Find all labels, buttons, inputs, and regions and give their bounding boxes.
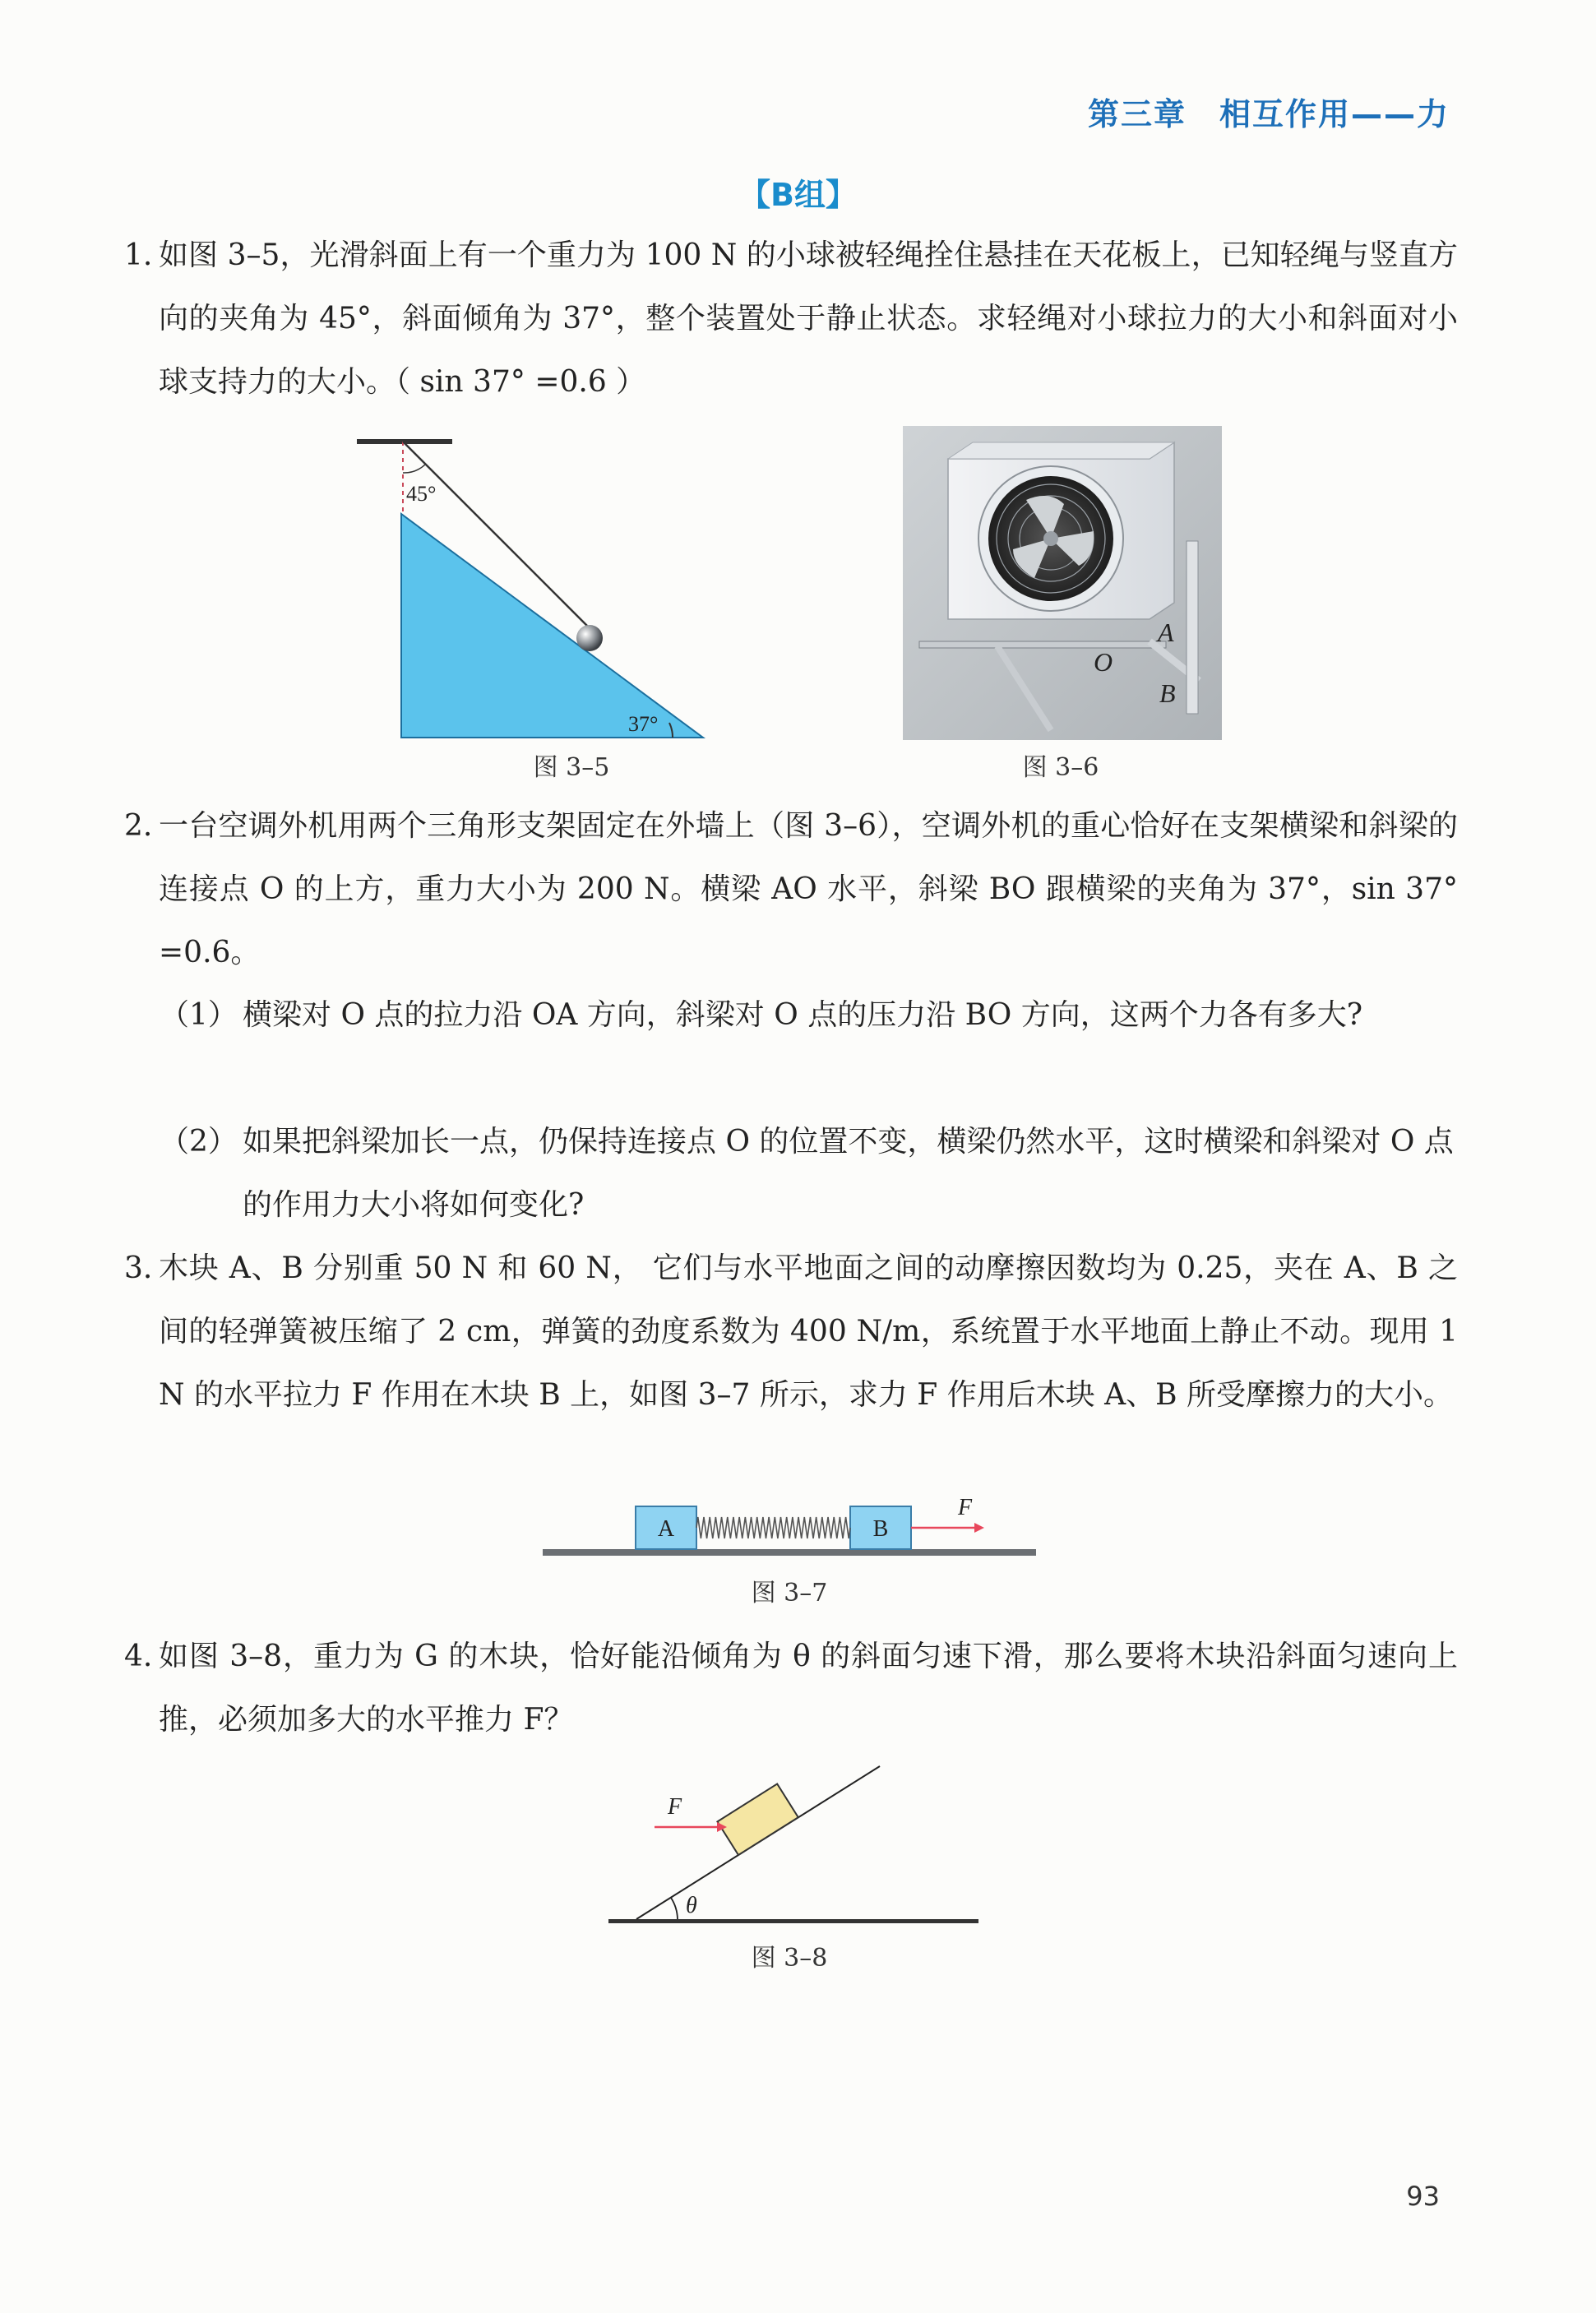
figure-3-7	[543, 1497, 1036, 1571]
problem-text: 如图 3–5，光滑斜面上有一个重力为 100 N 的小球被轻绳拴住悬挂在天花板上，已知轻绳与竖直方向的夹角为 45°，斜面倾角为 37°，整个装置处于静止状态。求轻绳对小球拉力的大小和斜面对小球支持力的大小。（ sin 37° =0.6 ）	[159, 238, 1458, 399]
chapter-header	[1088, 89, 1450, 134]
problem-number: 1.	[124, 238, 153, 272]
ground	[543, 1549, 1036, 1556]
caption-fig-3-7: 图 3–7	[751, 1579, 828, 1608]
problem-2-part-2	[160, 1110, 1458, 1237]
angle-45-label: 45°	[406, 482, 437, 506]
part-text: 如果把斜梁加长一点，仍保持连接点 O 的位置不变，横梁仍然水平，这时横梁和斜梁对 O 点的作用力大小将如何变化?	[243, 1125, 1454, 1222]
problem-1	[124, 224, 1458, 414]
label-b: B	[1159, 678, 1176, 708]
force-label: F	[668, 1794, 682, 1820]
caption-fig-3-5: 图 3–5	[533, 753, 610, 782]
force-label: F	[958, 1497, 973, 1520]
angle-label: θ	[686, 1893, 697, 1918]
caption-fig-3-6: 图 3–6	[1022, 753, 1099, 782]
spring	[696, 1517, 850, 1538]
horizontal-beam	[919, 641, 1166, 648]
problem-2-part-1	[160, 983, 1458, 1047]
chapter-title: 相互作用——力	[1219, 96, 1450, 132]
block-a-label: A	[657, 1516, 675, 1542]
figure-3-6	[903, 426, 1222, 740]
figure-3-5	[354, 432, 715, 744]
part-text: 横梁对 O 点的拉力沿 OA 方向，斜梁对 O 点的压力沿 BO 方向，这两个力各有多大?	[243, 998, 1363, 1032]
problem-3	[124, 1237, 1458, 1427]
group-title: 【B组】	[739, 177, 857, 213]
angle-37-label: 37°	[628, 712, 659, 736]
page-number: 93	[1406, 2181, 1440, 2212]
problem-number: 2.	[124, 809, 153, 843]
incline	[401, 514, 703, 738]
block	[717, 1784, 798, 1855]
problem-text: 木块 A、B 分别重 50 N 和 60 N， 它们与水平地面之间的动摩擦因数均为 0.25，夹在 A、B 之间的轻弹簧被压缩了 2 cm，弹簧的劲度系数为 400 N/m，系统置于水平地面上静止不动。现用 1 N 的水平拉力 F 作用在木块 B 上，如图 3–7 所示，求力 F 作用后木块 A、B 所受摩擦力的大小。	[159, 1251, 1458, 1412]
label-a: A	[1158, 618, 1174, 647]
part-number: （1）	[160, 998, 238, 1032]
ball	[576, 625, 603, 651]
problem-number: 3.	[124, 1251, 153, 1285]
problem-number: 4.	[124, 1640, 153, 1673]
problem-text: 如图 3–8，重力为 G 的木块，恰好能沿倾角为 θ 的斜面匀速下滑，那么要将木块沿斜面匀速向上推，必须加多大的水平推力 F？	[159, 1640, 1458, 1737]
problem-4	[124, 1625, 1458, 1751]
figure-3-8	[600, 1760, 978, 1932]
chapter-number: 第三章	[1087, 96, 1187, 132]
problem-2	[124, 794, 1458, 984]
caption-fig-3-8: 图 3–8	[751, 1944, 828, 1973]
ground	[608, 1919, 978, 1923]
block-b-label: B	[872, 1516, 889, 1542]
part-number: （2）	[160, 1125, 238, 1159]
label-o: O	[1094, 647, 1113, 677]
wall-bracket	[1187, 541, 1198, 714]
problem-text: 一台空调外机用两个三角形支架固定在外墙上（图 3–6），空调外机的重心恰好在支架横梁和斜梁的连接点 O 的上方，重力大小为 200 N。横梁 AO 水平，斜梁 BO 跟横梁的夹角为 37°，sin 37° =0.6。	[159, 809, 1458, 969]
